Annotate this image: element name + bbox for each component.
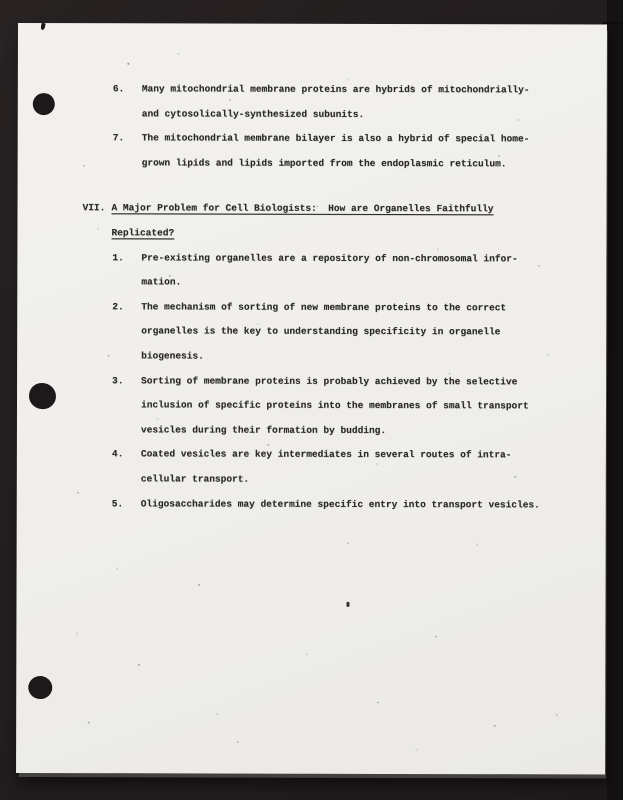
section-heading-vii: [82, 197, 606, 248]
item-text: [142, 77, 530, 127]
item-line: grown lipids and lipids imported from the endoplasmic reticulum.: [141, 157, 507, 170]
item-line: Coated vesicles are key intermediates in several routes of intra-: [140, 448, 512, 461]
heading-line: A Major Problem for Cell Biologists: How are Organelles Faithfully: [111, 202, 494, 215]
item-line: Oligosaccharides may determine specific entry into transport vesicles.: [140, 497, 540, 510]
item-text: [141, 369, 529, 444]
item-number: 3.: [112, 374, 124, 386]
punch-hole-bottom: [28, 676, 52, 699]
item-text: [141, 443, 512, 493]
item-line: inclusion of specific proteins into the membranes of small transport: [140, 399, 529, 412]
stray-ink-mark: [346, 602, 349, 607]
item-text: [142, 127, 530, 177]
document-page: [16, 23, 607, 775]
list-item-3: [112, 369, 606, 444]
list-item-4: [112, 443, 606, 493]
item-number: 5.: [111, 497, 124, 509]
item-line: Sorting of membrane proteins is probably achieved by the selective: [141, 374, 518, 387]
item-line: cellular transport.: [140, 473, 250, 485]
list-item-6: [113, 77, 607, 127]
list-item-1: [112, 246, 606, 296]
list-item-5: [112, 492, 606, 518]
list-item-7: [113, 126, 607, 176]
background-right-shadow: [607, 0, 623, 800]
section-numeral: VII.: [82, 202, 106, 214]
item-line: and cytosolically-synthesized subunits.: [141, 107, 365, 120]
item-text: [141, 295, 506, 370]
item-number: 1.: [112, 251, 124, 263]
item-text: [141, 246, 517, 296]
item-line: Many mitochondrial membrane proteins are hybrids of mitochondrially-: [141, 83, 530, 96]
list-item-2: [112, 295, 606, 370]
item-line: The mitochondrial membrane bilayer is also a hybrid of special home-: [141, 132, 530, 145]
typewritten-content: [17, 23, 607, 518]
item-number: 6.: [112, 83, 125, 95]
section-heading-text: [111, 197, 493, 247]
heading-line: Replicated?: [111, 227, 175, 239]
item-number: 4.: [111, 448, 124, 460]
item-line: mation.: [141, 276, 182, 288]
item-line: vesicles during their formation by budding.: [140, 424, 387, 436]
item-number: 7.: [112, 132, 125, 144]
item-line: Pre-existing organelles are a repository of non-chromosomal infor-: [141, 251, 518, 264]
item-line: The mechanism of sorting of new membrane proteins to the correct: [141, 301, 507, 314]
item-number: 2.: [112, 300, 124, 313]
item-line: organelles is the key to understanding specificity in organelle: [141, 325, 501, 338]
item-line: biogenesis.: [141, 350, 204, 362]
item-text: [141, 492, 540, 518]
